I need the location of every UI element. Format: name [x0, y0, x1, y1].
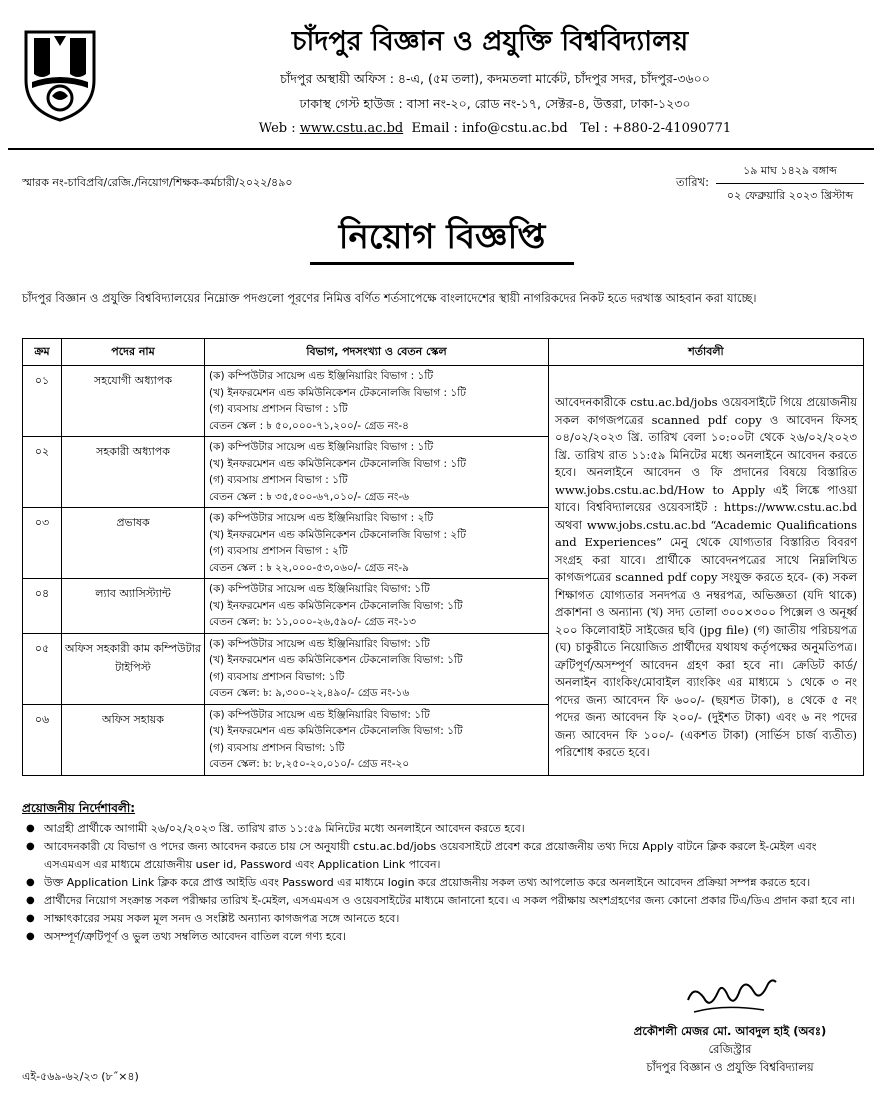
dept-line: (গ) ব্যবসায় প্রশাসন বিভাগ : ১টি: [209, 474, 348, 486]
serial-cell: ০১: [23, 366, 62, 437]
email-link[interactable]: info@cstu.ac.bd: [462, 121, 568, 136]
header-serial: ক্রম: [23, 339, 62, 366]
table-header-row: [23, 339, 864, 366]
serial-cell: ০২: [23, 437, 62, 508]
email-label: Email :: [411, 121, 463, 136]
signature-icon: [684, 970, 780, 1022]
post-cell: সহকারী অধ্যাপক: [62, 437, 205, 508]
dept-line: (গ) ব্যবসায় প্রশাসন বিভাগ : ১টি: [209, 403, 348, 415]
signatory-name: প্রকৌশলী মেজর মো. আবদুল হাই (অবঃ): [633, 1024, 827, 1038]
signatory-block: [590, 1022, 870, 1076]
salary-line: বেতন স্কেল: ৳: ১১,০০০-২৬,৫৯০/- গ্রেড নং-১৩: [209, 616, 416, 628]
dept-line: (খ) ইনফরমেশন এন্ড কমিউনিকেশন টেকনোলজি বিভাগ : ২টি: [209, 528, 466, 541]
post-cell: ল্যাব অ্যাসিস্ট্যান্ট: [62, 579, 205, 634]
contact-line: [150, 120, 840, 137]
serial-cell: ০৩: [23, 508, 62, 579]
header-dept: বিভাগ, পদসংখ্যা ও বেতন স্কেল: [205, 339, 549, 366]
notice-title: নিয়োগ বিজ্ঞপ্তি: [310, 212, 574, 265]
dept-line: (ক) কম্পিউটার সায়েন্স এন্ড ইঞ্জিনিয়ারিং বিভাগ: ১টি: [209, 637, 430, 650]
dept-line: (খ) ইনফরমেশন এন্ড কমিউনিকেশন টেকনোলজি বিভাগ: ১টি: [209, 725, 463, 737]
dept-line: (ক) কম্পিউটার সায়েন্স এন্ড ইঞ্জিনিয়ারিং বিভাগ : ২টি: [209, 512, 434, 524]
salary-line: বেতন স্কেল: ৳: ৯,৩০০-২২,৪৯০/- গ্রেড নং-১৬: [209, 687, 410, 699]
list-item: ● আবেদনকারী যে বিভাগ ও পদের জন্য আবেদন করতে চায় সে অনুযায়ী cstu.ac.bd/jobs ওয়েবসাইটে প্রবেশ করে প্রয়োজনীয় তথ্য দিয়ে Apply বাটনে ক্লিক করলে ই-মেইল এবং এসএমএস এর মাধ্যমে প্রয়োজনীয় user id, Password এবং Application Link পাবেন।: [22, 838, 864, 874]
salary-line: বেতন স্কেল : ৳ ৩৫,৫০০-৬৭,০১০/- গ্রেড নং-৬: [209, 490, 409, 503]
memo-number: স্মারক নং-চাবিপ্রবি/রেজি./নিয়োগ/শিক্ষক-কর্মচারী/২০২২/৪৯০: [22, 176, 293, 189]
list-item: ● অসম্পূর্ণ/ত্রুটিপূর্ণ ও ভুল তথ্য সম্বলিত আবেদন বাতিল বলে গণ্য হবে।: [22, 928, 864, 946]
post-cell: অফিস সহায়ক: [62, 704, 205, 775]
dept-line: (ক) কম্পিউটার সায়েন্স এন্ড ইঞ্জিনিয়ারিং বিভাগ: ১টি: [209, 708, 430, 721]
serial-cell: ০৬: [23, 704, 62, 775]
telephone: Tel : +880-2-41090771: [580, 121, 732, 136]
university-logo-icon: [20, 24, 100, 124]
signatory-title: রেজিস্ট্রার: [708, 1042, 752, 1056]
instructions-heading: প্রয়োজনীয় নির্দেশাবলী:: [22, 801, 136, 815]
post-cell: প্রভাষক: [62, 508, 205, 579]
post-cell: সহযোগী অধ্যাপক: [62, 366, 205, 437]
university-name: চাঁদপুর বিজ্ঞান ও প্রযুক্তি বিশ্ববিদ্যালয়: [291, 26, 689, 57]
dept-cell: [205, 579, 549, 634]
dept-line: (খ) ইনফরমেশন এন্ড কমিউনিকেশন টেকনোলজি বিভাগ: ১টি: [209, 599, 463, 612]
signatory-organization: চাঁদপুর বিজ্ঞান ও প্রযুক্তি বিশ্ববিদ্যালয়: [646, 1060, 814, 1074]
dept-cell: [205, 633, 549, 704]
dept-cell: [205, 508, 549, 579]
dept-line: (গ) ব্যবসায় প্রশাসন বিভাগ: ১টি: [209, 670, 345, 683]
address-temporary-office: চাঁদপুর অস্থায়ী অফিস : ৪-এ, (৫ম তলা), কদমতলা মার্কেট, চাঁদপুর সদর, চাঁদপুর-৩৬০০: [280, 71, 710, 86]
website-link[interactable]: www.cstu.ac.bd: [299, 121, 404, 136]
salary-line: বেতন স্কেল : ৳ ৫০,০০০-৭১,২০০/- গ্রেড নং-৪: [209, 419, 409, 432]
list-item: ● সাক্ষাৎকারের সময় সকল মূল সনদ ও সংশ্লিষ্ট অন্যান্য কাগজপত্র সঙ্গে আনতে হবে।: [22, 910, 864, 928]
date-bangla: ১৯ মাঘ ১৪২৯ বঙ্গাব্দ: [716, 162, 864, 184]
footer-code: এই-৫৬৯-৬২/২৩ (৮˝×৪): [22, 1070, 139, 1083]
list-item: ● প্রার্থীদের নিয়োগ সংক্রান্ত সকল পরীক্ষার তারিখ ই-মেইল, এসএমএস ও ওয়েবসাইটের মাধ্যমে জানানো হবে। এ সকল পরীক্ষায় অংশগ্রহণের জন্য কোনো প্রকার টিএ/ডিএ প্রদান করা হবে না।: [22, 892, 864, 910]
dept-line: (গ) ব্যবসায় প্রশাসন বিভাগ : ২টি: [209, 545, 348, 557]
address-guest-house: ঢাকাস্থ গেস্ট হাউজ : বাসা নং-২০, রোড নং-১৭, সেক্টর-৪, উত্তরা, ঢাকা-১২৩০: [299, 96, 691, 111]
header-post: পদের নাম: [62, 339, 205, 366]
terms-cell: আবেদনকারীকে cstu.ac.bd/jobs ওয়েবসাইটে গিয়ে প্রয়োজনীয় সকল কাগজপত্রের scanned pdf copy ও আবেদন ফিসহ ০৪/০২/২০২৩ খ্রি. তারিখ বেলা ১০:০০টা থেকে ২৬/০২/২০২৩ খ্রি. তারিখ রাত ১১:৫৯ মিনিটের মধ্যে অনলাইনে আবেদন করতে হবে। অনলাইনে আবেদন ও ফি প্রদানের বিষয়ে বিস্তারিত www.jobs.cstu.ac.bd/How to Apply এই লিঙ্কে পাওয়া যাবে। বিশ্ববিদ্যালয়ের ওয়েবসাইট : https://www.cstu.ac.bd অথবা www.jobs.cstu.ac.bd “Academic Qualifications and Experiences” মেনু থেকে যোগ্যতার বিস্তারিত বিবরণ সংগ্রহ করা যাবে। প্রার্থীকে আবেদনপত্রের সাথে নিম্নলিখিত কাগজপত্রের scanned pdf copy সংযুক্ত করতে হবে- (ক) সকল শিক্ষাগত যোগ্যতার সনদপত্র ও নম্বরপত্র, অভিজ্ঞতা (যদি থাকে) প্রকাশনা ও অন্যান্য (খ) সদ্য তোলা ৩০০×৩০০ পিক্সেল ও অনূর্ধ্ব ২০০ কিলোবাইট সাইজের ছবি (jpg file) (গ) জাতীয় পরিচয়পত্র (ঘ) চাকুরীতে নিয়োজিত প্রার্থীদের যথাযথ কর্তৃপক্ষের অনুমতিপত্র। ত্রুটিপূর্ণ/অসম্পূর্ণ আবেদন গ্রহণ করা হবে না। ক্রেডিট কার্ড/অনলাইন ব্যাংকিং/মোবাইল ব্যাংকিং এর মাধ্যমে ১ থেকে ৩ নং পদের জন্য আবেদন ফি ৬০০/- (ছয়শত টাকা), ৪ থেকে ৫ নং পদের জন্য আবেদন ফি ২০০/- (দুইশত টাকা) এবং ৬ নং পদের জন্য আবেদন ফি ১০০/- (একশত টাকা) (সার্ভিস চার্জ ব্যতীত) পরিশোধ করতে হবে।: [549, 366, 864, 776]
dept-line: (খ) ইনফরমেশন এন্ড কমিউনিকেশন টেকনোলজি বিভাগ : ১টি: [209, 386, 466, 399]
date-label: তারিখ:: [676, 175, 710, 189]
intro-paragraph: চাঁদপুর বিজ্ঞান ও প্রযুক্তি বিশ্ববিদ্যালয়ের নিম্নোক্ত পদগুলো পূরণের নিমিত্ত বর্ণিত শর্তসাপেক্ষে বাংলাদেশের স্থায়ী নাগরিকদের নিকট হতে দরখাস্ত আহবান করা যাচ্ছে।: [22, 291, 757, 305]
serial-cell: ০৫: [23, 633, 62, 704]
dept-cell: [205, 704, 549, 775]
header-terms: শর্তাবলী: [549, 339, 864, 366]
dept-line: (ক) কম্পিউটার সায়েন্স এন্ড ইঞ্জিনিয়ারিং বিভাগ : ১টি: [209, 441, 434, 453]
job-table: [22, 338, 864, 776]
salary-line: বেতন স্কেল: ৳: ৮,২৫০-২০,০১০/- গ্রেড নং-২০: [209, 758, 410, 770]
header-divider: [8, 148, 874, 150]
table-row: [23, 366, 864, 437]
dept-line: (গ) ব্যবসায় প্রশাসন বিভাগ: ১টি: [209, 741, 345, 754]
list-item: ● আগ্রহী প্রার্থীকে আগামী ২৬/০২/২০২৩ খ্রি. তারিখ রাত ১১:৫৯ মিনিটের মধ্যে অনলাইনে আবেদন করতে হবে।: [22, 820, 864, 838]
web-label: Web :: [258, 121, 300, 136]
post-cell: অফিস সহকারী কাম কম্পিউটার টাইপিস্ট: [62, 633, 205, 704]
salary-line: বেতন স্কেল : ৳ ২২,০০০-৫৩,০৬০/- গ্রেড নং-৯: [209, 561, 409, 574]
dept-line: (খ) ইনফরমেশন এন্ড কমিউনিকেশন টেকনোলজি বিভাগ: ১টি: [209, 654, 463, 666]
dept-line: (ক) কম্পিউটার সায়েন্স এন্ড ইঞ্জিনিয়ারিং বিভাগ : ১টি: [209, 370, 434, 382]
date-box: [716, 162, 864, 206]
list-item: ● উক্ত Application Link ক্লিক করে প্রাপ্ত আইডি এবং Password এর মাধ্যমে login করে প্রয়োজনীয় সকল তথ্য আপলোড করে অনলাইনে আবেদন প্রক্রিয়া সম্পন্ন করতে হবে।: [22, 874, 864, 892]
dept-line: (ক) কম্পিউটার সায়েন্স এন্ড ইঞ্জিনিয়ারিং বিভাগ: ১টি: [209, 583, 430, 595]
dept-cell: [205, 437, 549, 508]
date-english: ০২ ফেব্রুয়ারি ২০২৩ খ্রিস্টাব্দ: [726, 189, 854, 202]
dept-line: (খ) ইনফরমেশন এন্ড কমিউনিকেশন টেকনোলজি বিভাগ : ১টি: [209, 457, 466, 470]
dept-cell: [205, 366, 549, 437]
instructions-list: [22, 820, 864, 946]
serial-cell: ০৪: [23, 579, 62, 634]
